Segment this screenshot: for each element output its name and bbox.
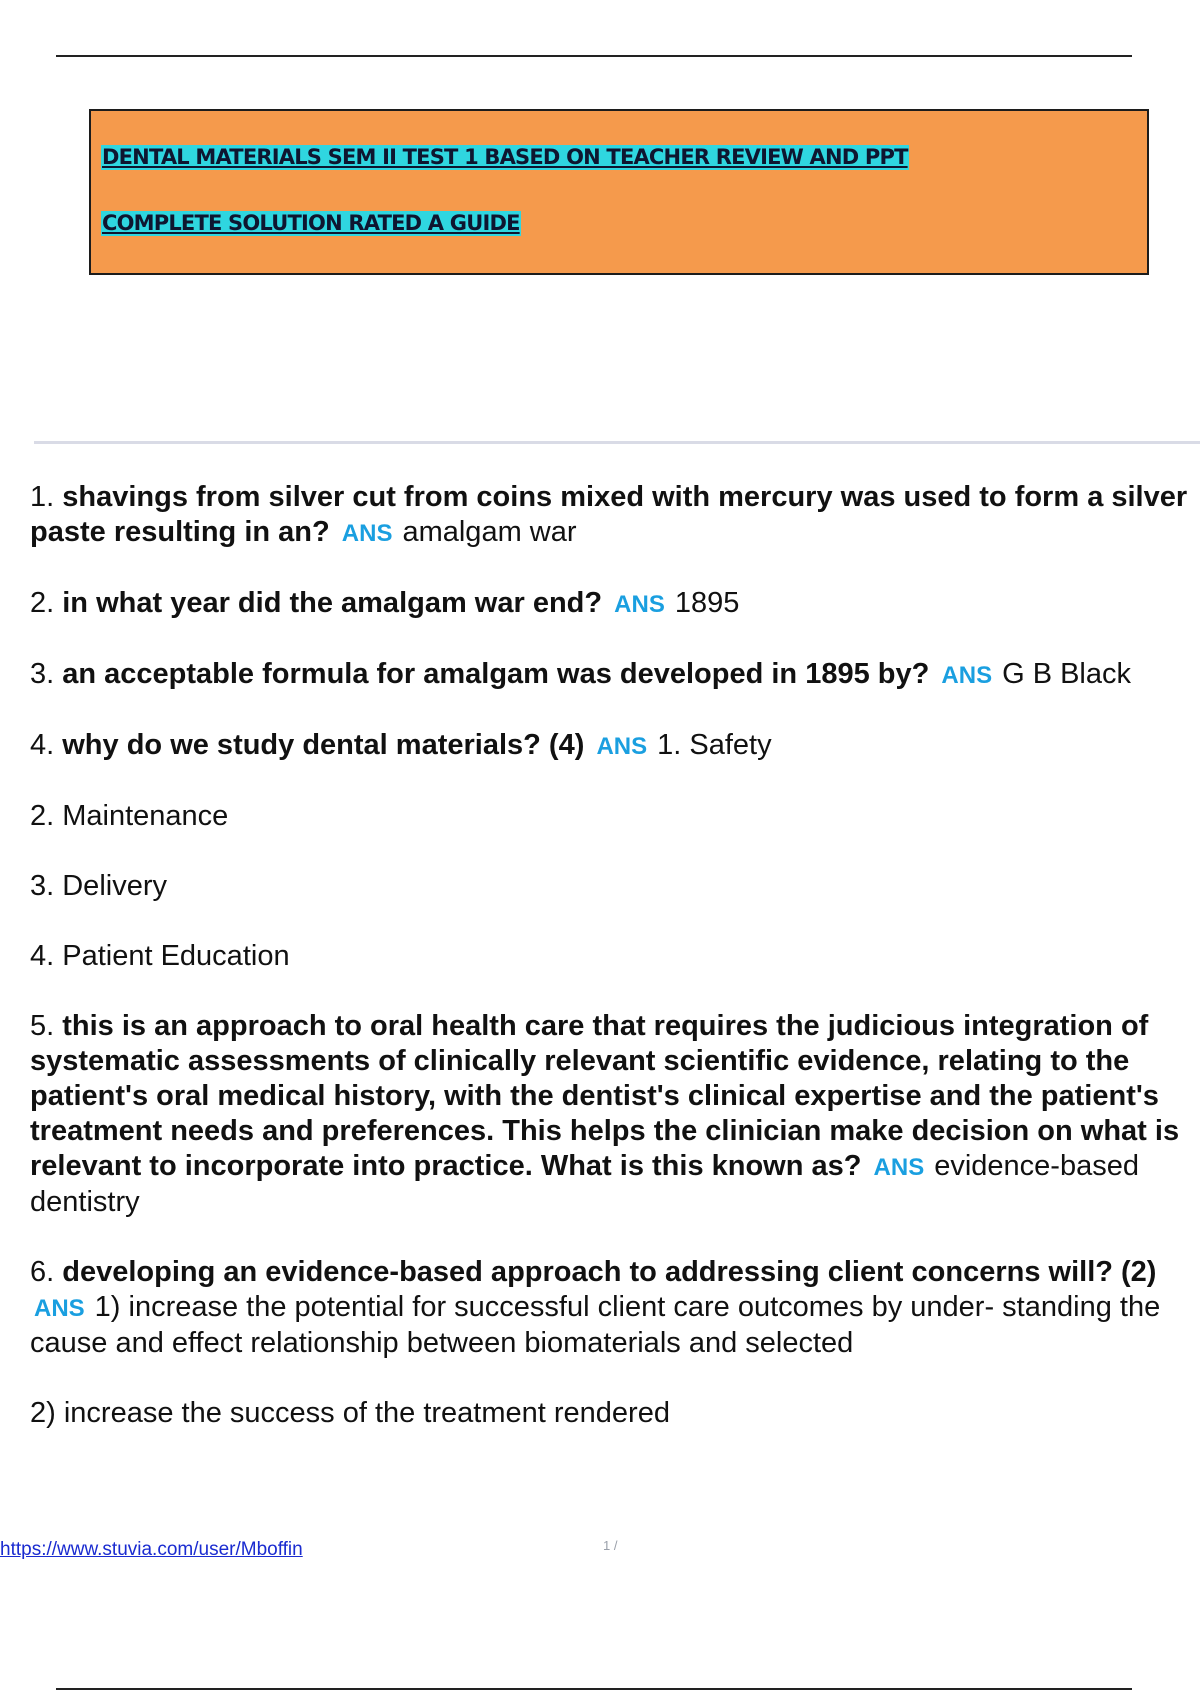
answer-text: 1. Safety [657,729,772,761]
question-number: 4. [30,729,55,761]
question-list [30,480,1200,1466]
question-item-4 [30,728,1200,764]
question-number: 1. [30,481,55,513]
question-text: this is an approach to oral health care that requires the judicious integration of systematic assessments of clinically relevant scientific evidence, relating to the patient's oral medical history, with the dentist's clinical expertise and the patient's treatment needs and preferences. This helps the clinician make decision on what is relevant to incorporate into practice. What is this known as? [30,1010,1180,1182]
ans-label: ANS [341,520,393,547]
answer-continuation: 2. Maintenance [30,800,229,832]
page-number: 1 / [603,1538,618,1553]
question-text: in what year did the amalgam war end? [62,587,603,619]
answer-continuation: 2) increase the success of the treatment rendered [30,1397,670,1429]
document-title: DENTAL MATERIALS SEM II TEST 1 BASED ON TEACHER REVIEW AND PPT [102,145,908,169]
question-item-3 [30,657,1200,693]
document-subtitle: COMPLETE SOLUTION RATED A GUIDE [102,211,520,235]
answer-continuation: 4. Patient Education [30,940,290,972]
question-text: developing an evidence-based approach to addressing client concerns will? (2) [62,1256,1157,1288]
source-link[interactable]: https://www.stuvia.com/user/Mboffin [0,1539,303,1560]
ans-label: ANS [34,1295,85,1322]
ans-label: ANS [873,1154,925,1181]
question-item-2 [30,586,1200,622]
question-number: 6. [30,1256,55,1288]
answer-continuation: 3. Delivery [30,870,167,902]
question-text: why do we study dental materials? (4) [62,729,585,761]
title-banner [89,109,1149,275]
ans-label: ANS [614,591,665,618]
question-number: 3. [30,658,55,690]
answer-text: amalgam war [402,516,577,548]
top-divider [56,55,1132,57]
answer-text: 1895 [674,587,740,619]
ans-label: ANS [596,733,648,760]
question-number: 5. [30,1010,55,1042]
question-item-5 [30,1009,1200,1220]
ans-label: ANS [941,662,993,689]
question-item-1 [30,480,1200,551]
answer-text: evidence-based dentistry [30,1150,1139,1218]
question-text: shavings from silver cut from coins mixed with mercury was used to form a silver paste resulting in an? [30,481,1188,548]
answer-text: G B Black [1002,658,1132,690]
question-item-6 [30,1255,1200,1361]
answer-text: 1) increase the potential for successful client care outcomes by under- standing the cause and effect relationship between biomaterials and selected [30,1291,1161,1359]
question-text: an acceptable formula for amalgam was developed in 1895 by? [62,658,930,690]
question-number: 2. [30,587,55,619]
bottom-divider [56,1688,1132,1690]
section-divider [34,441,1200,444]
